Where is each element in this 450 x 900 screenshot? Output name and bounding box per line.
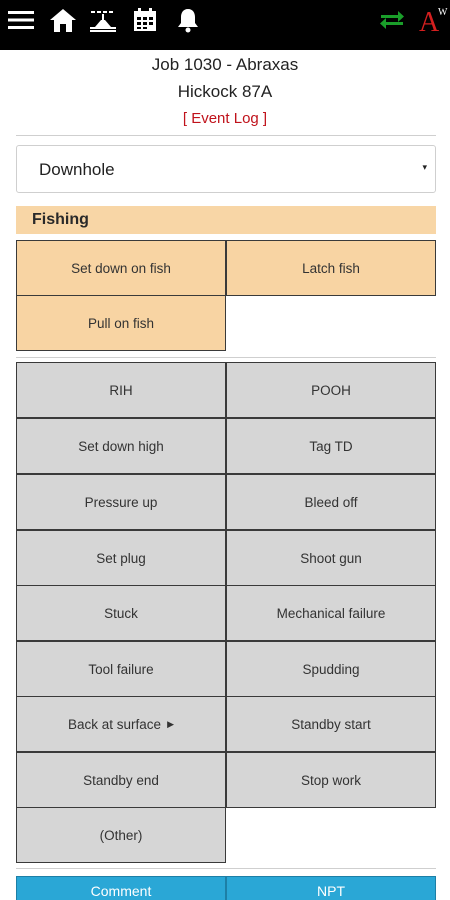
divider [16,357,436,358]
top-app-bar [0,0,450,50]
tag-td-button[interactable]: Tag TD [226,418,436,474]
set-down-high-button[interactable]: Set down high [16,418,226,474]
pull-on-fish-button[interactable]: Pull on fish [16,295,226,351]
back-at-surface-label: Back at surface [68,716,162,732]
job-subtitle: Hickock 87A [177,82,273,101]
logo-letter: A [419,7,440,36]
spudding-button[interactable]: Spudding [226,641,436,697]
standby-start-button[interactable]: Standby start [226,696,436,752]
mechanical-failure-button[interactable]: Mechanical failure [226,585,436,641]
event-log-link[interactable]: [ Event Log ] [182,110,268,127]
other-button[interactable]: (Other) [16,807,226,863]
standby-end-button[interactable]: Standby end [16,752,226,808]
shoot-gun-button[interactable]: Shoot gun [226,530,436,586]
section-title: Fishing [32,211,89,228]
chevron-down-icon: ▾ [422,162,427,172]
rig-icon[interactable] [88,0,118,40]
sync-icon[interactable] [377,0,407,40]
menu-icon[interactable] [6,0,36,40]
pressure-up-button[interactable]: Pressure up [16,474,226,530]
rih-button[interactable]: RIH [16,362,226,418]
comment-button[interactable]: Comment [16,876,226,900]
tool-failure-button[interactable]: Tool failure [16,641,226,697]
category-select-value: Downhole [39,160,115,179]
npt-button[interactable]: NPT [226,876,436,900]
section-header-fishing [16,206,436,234]
logo-superscript: W [438,7,448,18]
job-title: Job 1030 - Abraxas [151,55,299,74]
home-icon[interactable] [48,0,78,40]
submenu-arrow-icon: ▶ [167,718,174,729]
back-at-surface-button[interactable] [16,696,226,752]
bell-icon[interactable] [173,0,203,40]
stop-work-button[interactable]: Stop work [226,752,436,808]
divider [16,135,436,136]
category-select[interactable] [16,145,436,193]
stuck-button[interactable]: Stuck [16,585,226,641]
app-logo [416,0,448,40]
calendar-icon[interactable] [130,0,160,40]
bleed-off-button[interactable]: Bleed off [226,474,436,530]
latch-fish-button[interactable]: Latch fish [226,240,436,296]
divider [16,868,436,869]
set-down-on-fish-button[interactable]: Set down on fish [16,240,226,296]
set-plug-button[interactable]: Set plug [16,530,226,586]
pooh-button[interactable]: POOH [226,362,436,418]
